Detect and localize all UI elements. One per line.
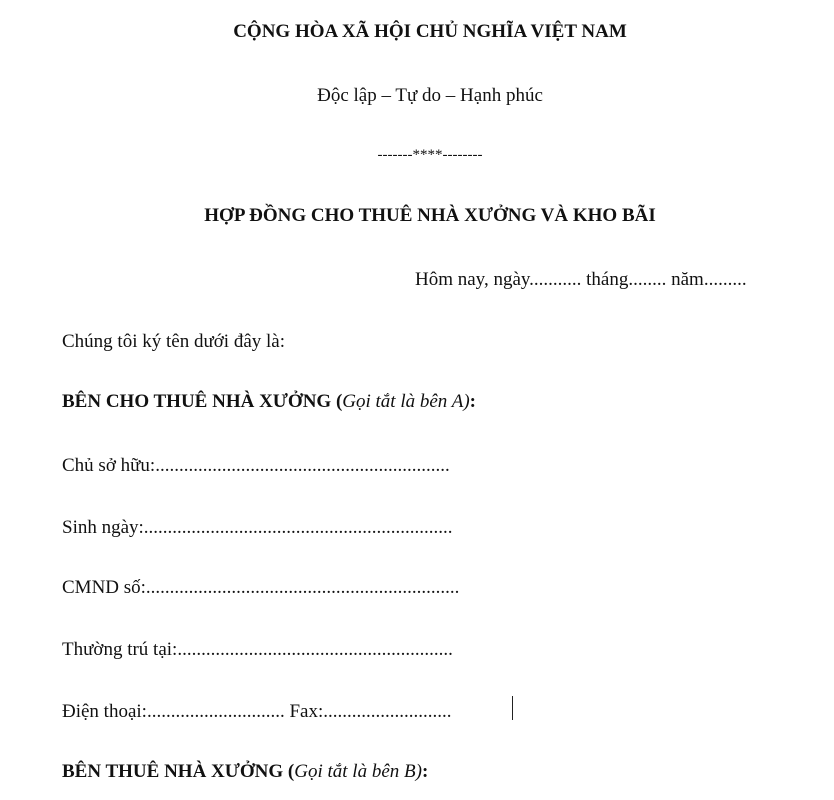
- owner-field: Chủ sở hữu:..............................................................: [62, 455, 450, 476]
- residence-field: Thường trú tại:..........................................................: [62, 639, 453, 660]
- motto: Độc lập – Tự do – Hạnh phúc: [317, 85, 543, 106]
- date-line: Hôm nay, ngày........... tháng........ năm.........: [415, 269, 747, 290]
- dob-field: Sinh ngày:.................................................................: [62, 517, 453, 538]
- intro-text: Chúng tôi ký tên dưới đây là:: [62, 331, 285, 352]
- party-b-heading: [62, 762, 428, 781]
- party-a-heading: [62, 392, 476, 411]
- party-a-heading-end: :: [469, 391, 476, 412]
- country-heading: CỘNG HÒA XÃ HỘI CHỦ NGHĨA VIỆT NAM: [233, 21, 627, 42]
- separator: -------****--------: [377, 147, 483, 163]
- document-title: HỢP ĐỒNG CHO THUÊ NHÀ XƯỞNG VÀ KHO BÃI: [204, 205, 656, 226]
- party-a-heading-main: BÊN CHO THUÊ NHÀ XƯỞNG (: [62, 391, 343, 412]
- id-number-field: CMND số:..................................................................: [62, 577, 460, 598]
- party-b-heading-end: :: [421, 761, 429, 782]
- party-a-heading-alias: Gọi tắt là bên A): [342, 391, 470, 412]
- phone-fax-field: Điện thoại:............................. Fax:...........................: [62, 701, 452, 722]
- party-b-heading-alias: Gọi tắt là bên B): [294, 761, 422, 782]
- party-b-heading-main: BÊN THUÊ NHÀ XƯỞNG (: [62, 761, 295, 782]
- text-cursor: [512, 696, 513, 720]
